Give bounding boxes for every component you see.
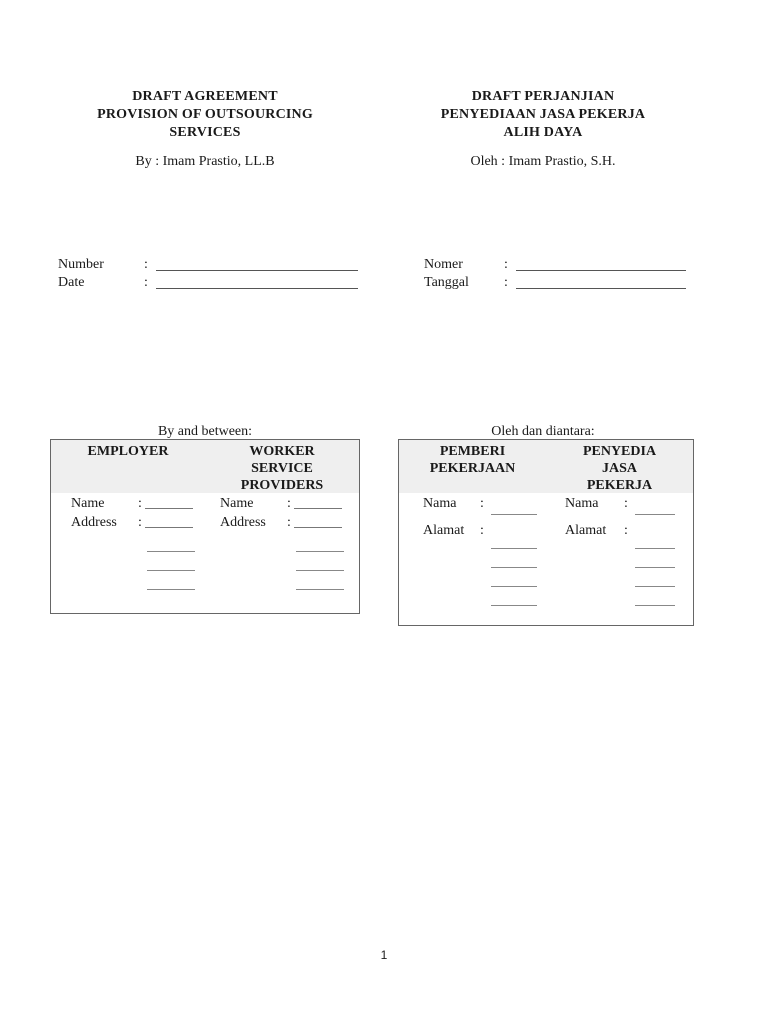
address-blank-line[interactable] <box>635 547 675 549</box>
parties-body <box>51 493 359 590</box>
heading-line: PEMBERI <box>439 444 506 459</box>
address-label: Alamat <box>423 523 465 538</box>
name-label: Nama <box>565 496 599 511</box>
title-line: SERVICES <box>169 125 241 140</box>
meta-fields-english <box>58 256 358 292</box>
address-row <box>71 512 210 531</box>
number-label: Number <box>58 257 104 272</box>
heading-line: EMPLOYER <box>87 444 169 459</box>
date-blank-line[interactable] <box>516 287 686 289</box>
parties-header <box>399 440 693 493</box>
address-row <box>565 515 693 539</box>
colon: : <box>138 496 142 511</box>
parties-header <box>51 440 359 493</box>
colon: : <box>287 496 291 511</box>
title-line: PENYEDIAAN JASA PEKERJA <box>440 107 646 122</box>
date-row <box>58 274 358 292</box>
address-blank-line[interactable] <box>635 585 675 587</box>
number-blank-line[interactable] <box>516 269 686 271</box>
address-blank-line[interactable] <box>147 550 195 552</box>
title-line: DRAFT AGREEMENT <box>132 89 278 104</box>
pemberi-pekerjaan-heading <box>399 440 546 493</box>
number-blank-line[interactable] <box>156 269 358 271</box>
address-row <box>220 512 359 531</box>
address-blank-line[interactable] <box>491 566 537 568</box>
colon: : <box>624 523 628 538</box>
name-row <box>71 493 210 512</box>
penyedia-jasa-pekerja-heading <box>546 440 693 493</box>
name-row <box>423 493 551 512</box>
date-blank-line[interactable] <box>156 287 358 289</box>
colon: : <box>287 515 291 530</box>
address-row <box>423 515 551 539</box>
between-heading-indonesian: Oleh dan diantara: <box>491 424 595 439</box>
address-blank-line[interactable] <box>294 526 342 528</box>
penyedia-fields <box>551 493 693 606</box>
author-indonesian: Oleh : Imam Prastio, S.H. <box>470 154 616 169</box>
document-title-indonesian <box>388 88 698 142</box>
worker-provider-fields <box>210 493 359 590</box>
heading-line: PEKERJA <box>586 478 653 493</box>
colon: : <box>138 515 142 530</box>
colon: : <box>480 523 484 538</box>
between-heading-english: By and between: <box>157 424 253 439</box>
name-label: Name <box>71 496 105 511</box>
address-blank-line[interactable] <box>491 585 537 587</box>
address-blank-line[interactable] <box>296 569 344 571</box>
page-number: 1 <box>380 948 388 962</box>
address-blank-line[interactable] <box>491 547 537 549</box>
address-blank-line[interactable] <box>147 569 195 571</box>
date-label: Tanggal <box>424 275 469 290</box>
document-title-english <box>40 88 370 142</box>
heading-line: JASA <box>601 461 637 476</box>
worker-service-providers-heading <box>205 440 359 493</box>
heading-line: PROVIDERS <box>240 478 324 493</box>
title-line: PROVISION OF OUTSOURCING <box>97 107 313 122</box>
meta-fields-indonesian <box>424 256 686 292</box>
employer-fields <box>51 493 210 590</box>
colon: : <box>504 275 508 290</box>
parties-body <box>399 493 693 606</box>
pemberi-fields <box>399 493 551 606</box>
number-row <box>424 256 686 274</box>
parties-box-indonesian <box>398 439 694 626</box>
colon: : <box>624 496 628 511</box>
colon: : <box>504 257 508 272</box>
author-english: By : Imam Prastio, LL.B <box>135 154 275 169</box>
heading-line: WORKER <box>249 444 315 459</box>
title-line: DRAFT PERJANJIAN <box>471 89 615 104</box>
address-blank-line[interactable] <box>145 526 193 528</box>
address-blank-line[interactable] <box>296 588 344 590</box>
address-blank-line[interactable] <box>635 604 675 606</box>
name-row <box>220 493 359 512</box>
address-blank-line[interactable] <box>147 588 195 590</box>
colon: : <box>480 496 484 511</box>
name-label: Name <box>220 496 254 511</box>
name-row <box>565 493 693 512</box>
address-blank-line[interactable] <box>491 604 537 606</box>
number-row <box>58 256 358 274</box>
number-label: Nomer <box>424 257 463 272</box>
heading-line: PENYEDIA <box>582 444 657 459</box>
colon: : <box>144 257 148 272</box>
date-label: Date <box>58 275 85 290</box>
date-row <box>424 274 686 292</box>
address-blank-line[interactable] <box>296 550 344 552</box>
name-blank-line[interactable] <box>145 507 193 509</box>
address-blank-line[interactable] <box>635 566 675 568</box>
name-blank-line[interactable] <box>294 507 342 509</box>
parties-box-english <box>50 439 360 614</box>
heading-line: PEKERJAAN <box>429 461 516 476</box>
name-label: Nama <box>423 496 457 511</box>
employer-heading <box>51 440 205 493</box>
address-label: Address <box>220 515 266 530</box>
title-line: ALIH DAYA <box>503 125 583 140</box>
address-label: Alamat <box>565 523 607 538</box>
address-label: Address <box>71 515 117 530</box>
heading-line: SERVICE <box>251 461 313 476</box>
colon: : <box>144 275 148 290</box>
